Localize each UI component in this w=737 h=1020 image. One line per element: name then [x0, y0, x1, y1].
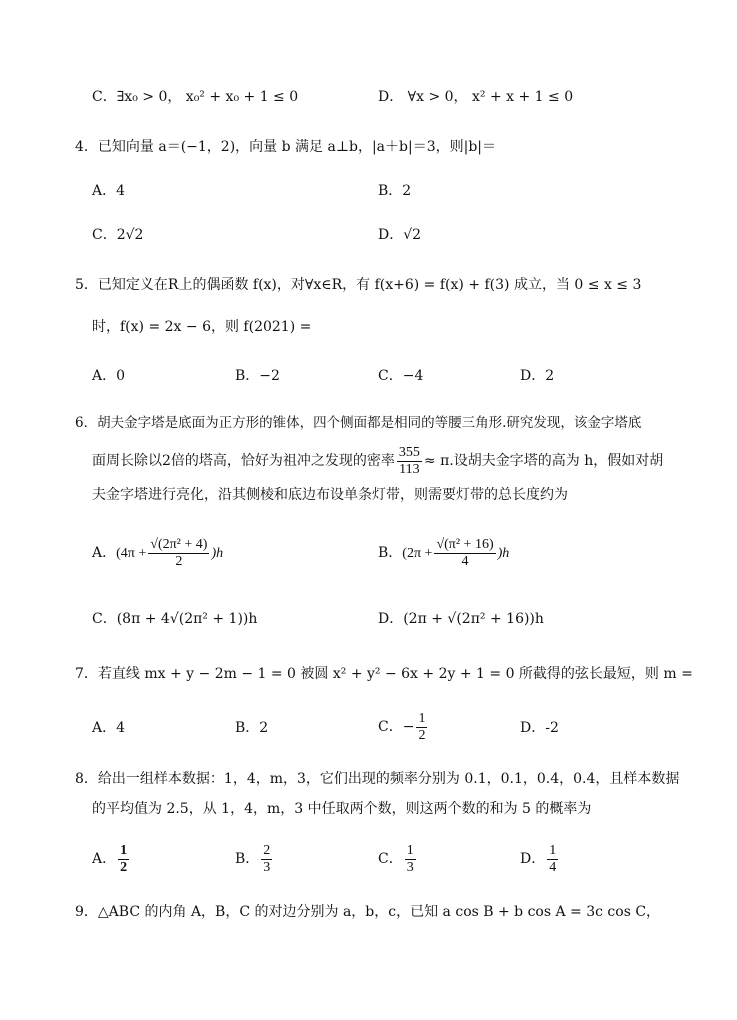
q6-option-b-numerator: √(π² + 16)	[436, 536, 494, 552]
q7-option-b: B．2	[235, 720, 269, 736]
q5-option-b: B．−2	[235, 368, 280, 384]
q4-option-b: B．2	[378, 183, 412, 199]
q5-option-c: C．−4	[378, 368, 424, 384]
q7-option-c	[378, 710, 429, 744]
q6-option-a-denominator: 2	[175, 553, 183, 569]
q6-option-b	[378, 536, 509, 571]
q6-option-a-fraction	[148, 537, 209, 570]
q5-option-a: A．0	[92, 368, 126, 384]
q6-option-a	[92, 536, 223, 571]
q6-option-a-label: A．	[92, 545, 117, 561]
q7-stem: 7．若直线 mx + y − 2m − 1 = 0 被圆 x² + y² − 6x + 2y + 1 = 0 所截得的弦长最短，则 m =	[75, 666, 693, 682]
q7-option-a: A．4	[92, 720, 126, 736]
q8-option-c-fraction	[405, 843, 416, 876]
q6-stem-text-b: ≈ π.设胡夫金字塔的高为 h，假如对胡	[423, 453, 664, 469]
q5-stem-line1: 5．已知定义在R上的偶函数 f(x)，对∀x∈R，有 f(x+6) = f(x) + f(3) 成立，当 0 ≤ x ≤ 3	[75, 277, 642, 293]
q8-option-d-label: D．	[520, 851, 546, 867]
q6-option-b-denominator: 4	[461, 553, 469, 569]
q4-option-a: A．4	[92, 183, 126, 199]
q6-option-b-label: B．	[378, 545, 403, 561]
q4-option-c: C．2√2	[92, 227, 144, 243]
q8-option-a-numerator: 1	[120, 842, 128, 858]
q8-option-b-numerator: 2	[263, 842, 271, 858]
q5-option-d: D．2	[520, 368, 555, 384]
q8-option-c-numerator: 1	[406, 842, 414, 858]
q7-option-c-numerator: 1	[418, 710, 426, 726]
q6-option-b-prefix: (2π +	[402, 546, 433, 561]
q8-option-a-label: A．	[92, 851, 117, 867]
q7-option-d: D．-2	[520, 720, 559, 736]
q8-option-b-label: B．	[235, 851, 260, 867]
q8-option-d-denominator: 4	[549, 859, 557, 875]
q4-stem: 4．已知向量 a＝(−1，2)，向量 b 满足 a⊥b，|a＋b|＝3，则|b|＝	[75, 139, 497, 155]
q4-option-d: D．√2	[378, 227, 422, 243]
q5-stem-line2: 时，f(x) = 2x − 6，则 f(2021) =	[92, 319, 312, 335]
q6-ratio-denominator: 113	[399, 461, 420, 477]
q8-option-c-denominator: 3	[406, 859, 414, 875]
q6-ratio-fraction	[397, 445, 422, 478]
q8-option-b-fraction	[261, 843, 272, 876]
q8-option-d-fraction	[547, 843, 558, 876]
q6-option-a-suffix: )h	[211, 546, 224, 561]
q8-option-a	[92, 842, 131, 876]
q8-stem-line1: 8．给出一组样本数据：1，4，m，3，它们出现的频率分别为 0.1，0.1，0.4，0.4，且样本数据	[75, 771, 680, 787]
q6-option-b-fraction	[434, 537, 495, 570]
q6-option-c: C．(8π + 4√(2π² + 1))h	[92, 611, 258, 627]
q3-option-d: D． ∀x > 0， x² + x + 1 ≤ 0	[378, 89, 574, 105]
q6-option-a-prefix: (4π +	[116, 546, 147, 561]
q6-ratio-numerator: 355	[398, 444, 420, 460]
q7-option-c-fraction	[416, 711, 427, 744]
q6-option-d: D．(2π + √(2π² + 16))h	[378, 611, 544, 627]
q6-stem-line2	[92, 444, 663, 478]
q8-option-b-denominator: 3	[263, 859, 271, 875]
q3-option-c: C．∃x₀ > 0， x₀² + x₀ + 1 ≤ 0	[92, 89, 299, 105]
q8-stem-line2: 的平均值为 2.5，从 1，4，m，3 中任取两个数，则这两个数的和为 5 的概率为	[92, 801, 592, 817]
q6-stem-line1: 6．胡夫金字塔是底面为正方形的锥体，四个侧面都是相同的等腰三角形.研究发现，该金字塔底	[75, 415, 642, 431]
q7-option-c-denominator: 2	[418, 727, 426, 743]
q8-option-c-label: C．	[378, 851, 403, 867]
q7-option-c-label: C．−	[378, 719, 415, 735]
q8-option-c	[378, 842, 418, 876]
q8-option-a-fraction	[118, 843, 129, 876]
q6-stem-text-a: 面周长除以2倍的塔高，恰好为祖冲之发现的密率	[92, 453, 395, 469]
q6-option-b-suffix: )h	[497, 546, 510, 561]
q8-option-b	[235, 842, 274, 876]
q8-option-d-numerator: 1	[549, 842, 557, 858]
q6-option-a-numerator: √(2π² + 4)	[150, 536, 208, 552]
q8-option-a-denominator: 2	[120, 859, 128, 875]
q9-stem: 9．△ABC 的内角 A，B，C 的对边分别为 a，b，c，已知 a cos B + b cos A = 3c cos C，	[75, 904, 661, 920]
q8-option-d	[520, 842, 560, 876]
q6-stem-line3: 夫金字塔进行亮化，沿其侧棱和底边布设单条灯带，则需要灯带的总长度约为	[92, 487, 568, 503]
